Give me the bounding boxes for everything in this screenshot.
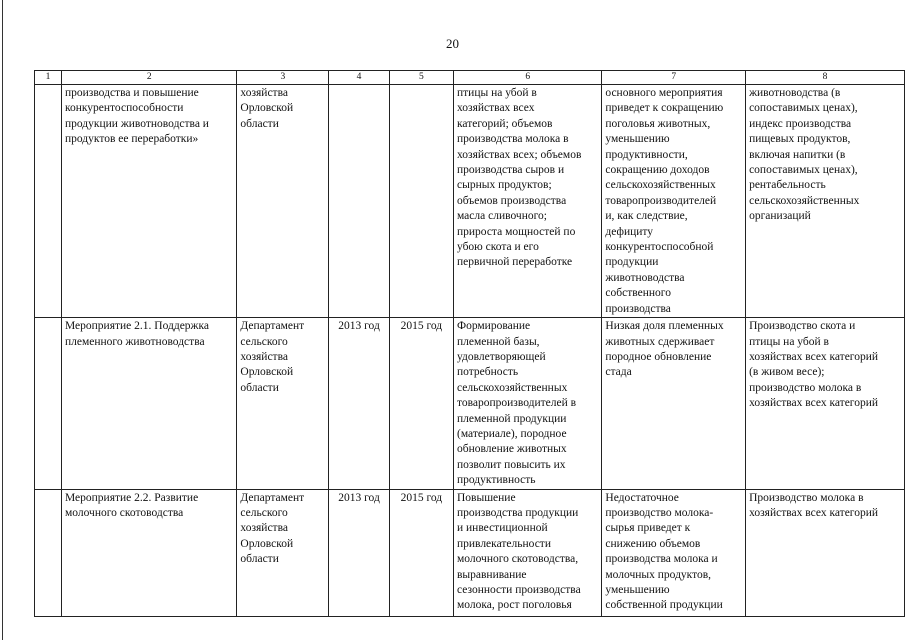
table-row [35, 489, 905, 616]
measure-name-cell: Мероприятие 2.1. Поддержка племенного животноводства [61, 318, 236, 489]
executor-cell: хозяйства Орловской области [237, 85, 329, 318]
measure-name-cell: Мероприятие 2.2. Развитие молочного скотоводства [61, 489, 236, 616]
indicators-cell: Производство молока в хозяйствах всех категорий [746, 489, 905, 616]
row-number-cell [35, 318, 62, 489]
consequences-cell: Недостаточное производство молока- сырья приведет к снижению объемов производства молока и молочных продуктов, уменьшению собственной продукции [602, 489, 746, 616]
executor-cell: Департамент сельского хозяйства Орловской области [237, 489, 329, 616]
expected-result-cell: Формирование племенной базы, удовлетворяющей потребность сельскохозяйственных товаропроизводителей в племенной продукции (материале), породное обновление животных позволит повысить их продуктивность [453, 318, 601, 489]
header-col-3: 3 [237, 71, 329, 85]
header-col-7: 7 [602, 71, 746, 85]
end-year-cell: 2015 год [389, 489, 453, 616]
end-year-cell [389, 85, 453, 318]
header-col-2: 2 [61, 71, 236, 85]
consequences-cell: Низкая доля племенных животных сдерживает породное обновление стада [602, 318, 746, 489]
start-year-cell [329, 85, 389, 318]
expected-result-cell: птицы на убой в хозяйствах всех категорий; объемов производства молока в хозяйствах всех; объемов производства сыров и сырных продуктов; объемов производства масла сливочного; прироста мощностей по убою скота и его первичной переработке [453, 85, 601, 318]
row-number-cell [35, 489, 62, 616]
start-year-cell: 2013 год [329, 318, 389, 489]
table-row [35, 85, 905, 318]
indicators-cell: Производство скота и птицы на убой в хозяйствах всех категорий (в живом весе); производство молока в хозяйствах всех категорий [746, 318, 905, 489]
header-col-1: 1 [35, 71, 62, 85]
end-year-cell: 2015 год [389, 318, 453, 489]
start-year-cell: 2013 год [329, 489, 389, 616]
table-header-row [35, 71, 905, 85]
executor-cell: Департамент сельского хозяйства Орловской области [237, 318, 329, 489]
header-col-5: 5 [389, 71, 453, 85]
expected-result-cell: Повышение производства продукции и инвестиционной привлекательности молочного скотоводства, выравнивание сезонности производства молока, рост поголовья [453, 489, 601, 616]
header-col-4: 4 [329, 71, 389, 85]
measures-table [34, 70, 905, 617]
row-number-cell [35, 85, 62, 318]
consequences-cell: основного мероприятия приведет к сокращению поголовья животных, уменьшению продуктивности, сокращению доходов сельскохозяйственных товаропроизводителей и, как следствие, дефициту конкурентоспособной продукции животноводства собственного производства [602, 85, 746, 318]
indicators-cell: животноводства (в сопоставимых ценах), индекс производства пищевых продуктов, включая напитки (в сопоставимых ценах), рентабельность сельскохозяйственных организаций [746, 85, 905, 318]
measure-name-cell: производства и повышение конкурентоспособности продукции животноводства и продуктов ее переработки» [61, 85, 236, 318]
page-left-edge-line [2, 0, 3, 640]
table-row [35, 318, 905, 489]
header-col-6: 6 [453, 71, 601, 85]
page-number: 20 [446, 36, 459, 51]
header-col-8: 8 [746, 71, 905, 85]
